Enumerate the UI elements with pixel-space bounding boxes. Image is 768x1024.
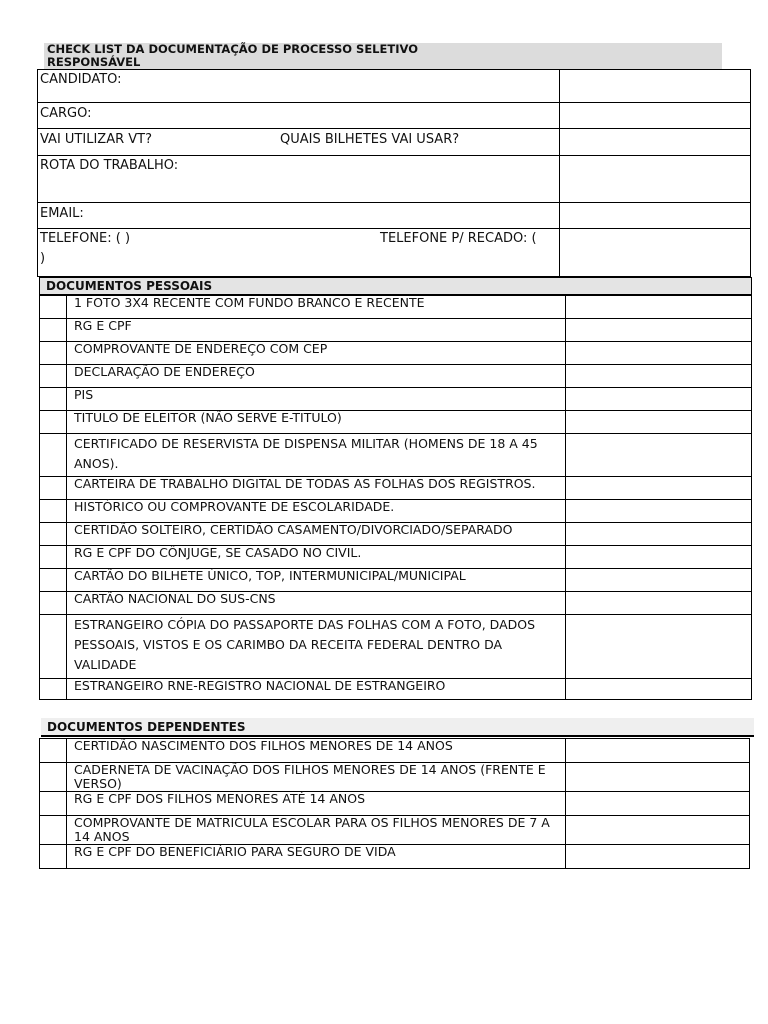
documentos-dependentes-table	[39, 738, 750, 869]
document-name: COMPROVANTE DE MATRICULA ESCOLAR PARA OS FILHOS MENORES DE 7 A 14 ANOS	[67, 816, 566, 845]
checkbox-cell[interactable]	[40, 296, 67, 319]
status-cell[interactable]	[566, 319, 752, 342]
checkbox-cell[interactable]	[40, 679, 67, 700]
telefone-recado-close: )	[40, 251, 46, 266]
document-name: CARTÃO NACIONAL DO SUS-CNS	[67, 592, 566, 615]
candidate-info-table	[37, 69, 751, 277]
document-name: RG E CPF	[67, 319, 566, 342]
checkbox-cell[interactable]	[40, 739, 67, 763]
status-cell[interactable]	[566, 569, 752, 592]
document-name: ESTRANGEIRO RNE-REGISTRO NACIONAL DE ESTRANGEIRO	[67, 679, 566, 700]
checklist-row	[40, 500, 752, 523]
status-cell[interactable]	[566, 434, 752, 477]
checklist-row	[40, 816, 750, 845]
document-name: CARTEIRA DE TRABALHO DIGITAL DE TODAS AS FOLHAS DOS REGISTROS.	[67, 477, 566, 500]
checkbox-cell[interactable]	[40, 434, 67, 477]
document-name: DECLARAÇÃO DE ENDEREÇO	[67, 365, 566, 388]
email-field[interactable]	[560, 203, 751, 229]
checklist-row	[40, 296, 752, 319]
status-cell[interactable]	[566, 500, 752, 523]
checkbox-cell[interactable]	[40, 763, 67, 792]
bilhetes-label: QUAIS BILHETES VAI USAR?	[280, 132, 460, 147]
row-vt	[38, 129, 751, 156]
checklist-row	[40, 477, 752, 500]
status-cell[interactable]	[566, 763, 750, 792]
status-cell[interactable]	[566, 296, 752, 319]
checkbox-cell[interactable]	[40, 523, 67, 546]
checkbox-cell[interactable]	[40, 388, 67, 411]
document-name: CERTIFICADO DE RESERVISTA DE DISPENSA MILITAR (HOMENS DE 18 A 45 ANOS).	[67, 434, 566, 477]
telefone-field[interactable]	[560, 229, 751, 277]
checkbox-cell[interactable]	[40, 792, 67, 816]
checklist-row	[40, 388, 752, 411]
telefone-cell	[38, 229, 560, 277]
checkbox-cell[interactable]	[40, 592, 67, 615]
status-cell[interactable]	[566, 523, 752, 546]
status-cell[interactable]	[566, 388, 752, 411]
row-rota	[38, 156, 751, 203]
checkbox-cell[interactable]	[40, 845, 67, 869]
checklist-row	[40, 319, 752, 342]
title-line-1: CHECK LIST DA DOCUMENTAÇÃO DE PROCESSO SELETIVO	[47, 42, 418, 56]
status-cell[interactable]	[566, 739, 750, 763]
document-name: CERTIDÃO SOLTEIRO, CERTIDÃO CASAMENTO/DIVORCIADO/SEPARADO	[67, 523, 566, 546]
status-cell[interactable]	[566, 845, 750, 869]
vt-field[interactable]	[560, 129, 751, 156]
candidato-field[interactable]	[560, 70, 751, 103]
row-candidato	[38, 70, 751, 103]
document-name: ESTRANGEIRO CÓPIA DO PASSAPORTE DAS FOLHAS COM A FOTO, DADOS PESSOAIS, VISTOS E OS CARIMBO DA RECEITA FEDERAL DENTRO DA VALIDADE	[67, 615, 566, 679]
checklist-row	[40, 845, 750, 869]
document-name: CARTÃO DO BILHETE ÚNICO, TOP, INTERMUNICIPAL/MUNICIPAL	[67, 569, 566, 592]
checkbox-cell[interactable]	[40, 816, 67, 845]
checklist-row	[40, 523, 752, 546]
checklist-row	[40, 569, 752, 592]
title-line-2: RESPONSÁVEL	[47, 55, 141, 69]
status-cell[interactable]	[566, 615, 752, 679]
candidato-label: CANDIDATO:	[38, 70, 560, 103]
checklist-row	[40, 792, 750, 816]
email-label: EMAIL:	[38, 203, 560, 229]
status-cell[interactable]	[566, 546, 752, 569]
checkbox-cell[interactable]	[40, 500, 67, 523]
document-name: HISTÓRICO OU COMPROVANTE DE ESCOLARIDADE.	[67, 500, 566, 523]
checklist-row	[40, 592, 752, 615]
document-name: TITULO DE ELEITOR (NÃO SERVE E-TITULO)	[67, 411, 566, 434]
document-name: RG E CPF DO CÔNJUGE, SE CASADO NO CIVIL.	[67, 546, 566, 569]
checkbox-cell[interactable]	[40, 477, 67, 500]
page-title	[44, 43, 722, 69]
cargo-label: CARGO:	[38, 103, 560, 129]
cargo-field[interactable]	[560, 103, 751, 129]
checkbox-cell[interactable]	[40, 546, 67, 569]
telefone-label: TELEFONE: ( )	[40, 231, 131, 246]
checkbox-cell[interactable]	[40, 342, 67, 365]
row-telefone	[38, 229, 751, 277]
checkbox-cell[interactable]	[40, 411, 67, 434]
checklist-row	[40, 365, 752, 388]
rota-field[interactable]	[560, 156, 751, 203]
status-cell[interactable]	[566, 365, 752, 388]
status-cell[interactable]	[566, 816, 750, 845]
rota-label: ROTA DO TRABALHO:	[38, 156, 560, 203]
status-cell[interactable]	[566, 342, 752, 365]
checkbox-cell[interactable]	[40, 615, 67, 679]
status-cell[interactable]	[566, 411, 752, 434]
documentos-pessoais-table	[39, 295, 752, 700]
document-name: COMPROVANTE DE ENDEREÇO COM CEP	[67, 342, 566, 365]
checklist-row	[40, 342, 752, 365]
document-name: 1 FOTO 3X4 RECENTE COM FUNDO BRANCO E RECENTE	[67, 296, 566, 319]
checklist-row	[40, 679, 752, 700]
checklist-row	[40, 615, 752, 679]
row-cargo	[38, 103, 751, 129]
telefone-recado-label: TELEFONE P/ RECADO: (	[380, 231, 537, 246]
checkbox-cell[interactable]	[40, 319, 67, 342]
documentos-dependentes-header: DOCUMENTOS DEPENDENTES	[41, 718, 754, 737]
document-name: PIS	[67, 388, 566, 411]
checklist-row	[40, 411, 752, 434]
vt-label: VAI UTILIZAR VT?	[40, 132, 152, 147]
document-name: RG E CPF DO BENEFICIÁRIO PARA SEGURO DE VIDA	[67, 845, 566, 869]
checklist-row	[40, 434, 752, 477]
status-cell[interactable]	[566, 792, 750, 816]
document-name: CERTIDÃO NASCIMENTO DOS FILHOS MENORES DE 14 ANOS	[67, 739, 566, 763]
checkbox-cell[interactable]	[40, 569, 67, 592]
checklist-row	[40, 739, 750, 763]
status-cell[interactable]	[566, 477, 752, 500]
document-name: RG E CPF DOS FILHOS MENORES ATÉ 14 ANOS	[67, 792, 566, 816]
status-cell[interactable]	[566, 592, 752, 615]
status-cell[interactable]	[566, 679, 752, 700]
documentos-pessoais-header: DOCUMENTOS PESSOAIS	[39, 277, 752, 295]
checkbox-cell[interactable]	[40, 365, 67, 388]
row-email	[38, 203, 751, 229]
document-name: CADERNETA DE VACINAÇÃO DOS FILHOS MENORES DE 14 ANOS (FRENTE E VERSO)	[67, 763, 566, 792]
checklist-row	[40, 763, 750, 792]
vt-cell	[38, 129, 560, 156]
checklist-row	[40, 546, 752, 569]
